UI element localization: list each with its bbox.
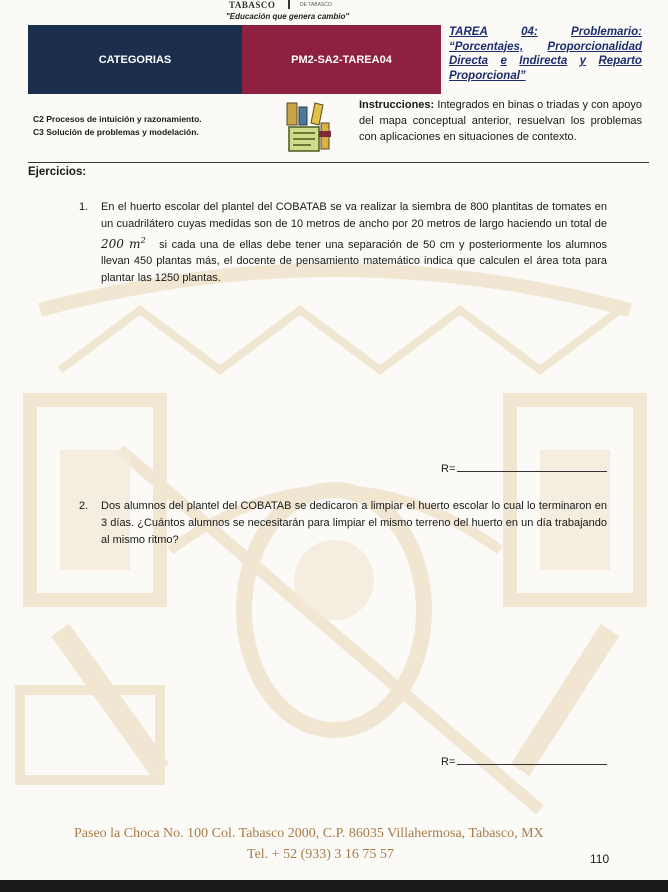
header-band xyxy=(28,25,441,94)
criterion-c3: C3 Solución de problemas y modelación. xyxy=(33,127,199,137)
area-exponent: 2 xyxy=(140,235,146,245)
task-topic-word: “Porcentajes, xyxy=(449,40,524,53)
answer-line[interactable] xyxy=(457,462,607,472)
exercise-text-part: si cada una de ellas debe tener una separación de 50 cm y posteriormente los alumnos llevan 450 plantas más, el docente de pensamiento matemático indica que calculen el área tota para plantar las 1250 plantas. xyxy=(101,238,607,285)
section-divider xyxy=(28,162,649,163)
answer-2[interactable] xyxy=(441,755,607,768)
task-title-line-3 xyxy=(449,54,642,69)
area-unit: m xyxy=(129,236,141,251)
task-title-line-1 xyxy=(449,25,642,40)
books-and-pencil-icon xyxy=(283,101,333,153)
task-number: 04: xyxy=(521,26,538,38)
activity-code-cell: PM2-SA2-TAREA04 xyxy=(242,25,441,94)
answer-label: R= xyxy=(441,463,456,475)
area-expression xyxy=(101,237,146,251)
section-title: Ejercicios: xyxy=(28,166,87,178)
task-topic-word: Indirecta xyxy=(519,55,568,67)
instructions-text: Integrados en binas o triadas y con apoyo del mapa conceptual anterior, resuelvan los problemas con aplicaciones en situaciones de contexto. xyxy=(359,99,642,143)
task-word: TAREA xyxy=(449,26,488,38)
exercise-number: 1. xyxy=(79,201,89,213)
exercise-text xyxy=(101,199,607,287)
task-type: Problemario: xyxy=(571,26,642,38)
answer-line[interactable] xyxy=(457,755,607,765)
criterion-c2: C2 Procesos de intuición y razonamiento. xyxy=(33,114,202,124)
exercise-text-part: En el huerto escolar del plantel del COBATAB se va realizar la siembra de 800 plantitas de tomates en un cuadrilátero cuyas medidas son de 10 metros de ancho por 20 metros de largo haciendo un total de xyxy=(101,201,607,230)
task-topic-word: Reparto xyxy=(598,55,642,67)
task-title-line-4 xyxy=(449,69,642,84)
task-title xyxy=(449,25,642,83)
tabasco-logo-text: TABASCO xyxy=(229,0,276,10)
instructions-label: Instrucciones: xyxy=(359,99,435,111)
area-value: 200 xyxy=(101,236,124,251)
footer-phone: Tel. + 52 (933) 3 16 75 57 xyxy=(247,847,394,862)
exercise-text: Dos alumnos del plantel del COBATAB se dedicaron a limpiar el huerto escolar lo cual lo terminaron en 3 días. ¿Cuántos alumnos se necesitarán para limpiar el mismo terreno del huerto en un día trabajando al mismo ritmo? xyxy=(101,500,607,546)
task-topic-word: Directa xyxy=(449,55,488,67)
page-number: 110 xyxy=(590,852,610,866)
motto: "Educación que genera cambio" xyxy=(226,12,350,21)
exercise-2 xyxy=(79,498,609,553)
instructions xyxy=(359,97,642,145)
answer-label: R= xyxy=(441,756,456,768)
footer-address: Paseo la Choca No. 100 Col. Tabasco 2000, C.P. 86035 Villahermosa, Tabasco, MX xyxy=(74,826,544,841)
logo-subtext: DE TABASCO xyxy=(300,2,332,8)
exercise-1 xyxy=(79,199,609,289)
exercise-number: 2. xyxy=(79,500,89,512)
task-topic-word: Proporcional” xyxy=(449,69,526,82)
categories-cell: CATEGORIAS xyxy=(28,25,242,94)
answer-1[interactable] xyxy=(441,462,607,475)
bottom-bar xyxy=(0,880,668,892)
letterhead xyxy=(0,0,668,12)
criteria-list xyxy=(33,113,202,139)
task-topic-word: y xyxy=(579,55,587,67)
task-topic-word: Proporcionalidad xyxy=(547,40,642,53)
logo-separator xyxy=(288,0,290,9)
task-title-line-2 xyxy=(449,40,642,55)
task-topic-word: e xyxy=(500,55,507,67)
